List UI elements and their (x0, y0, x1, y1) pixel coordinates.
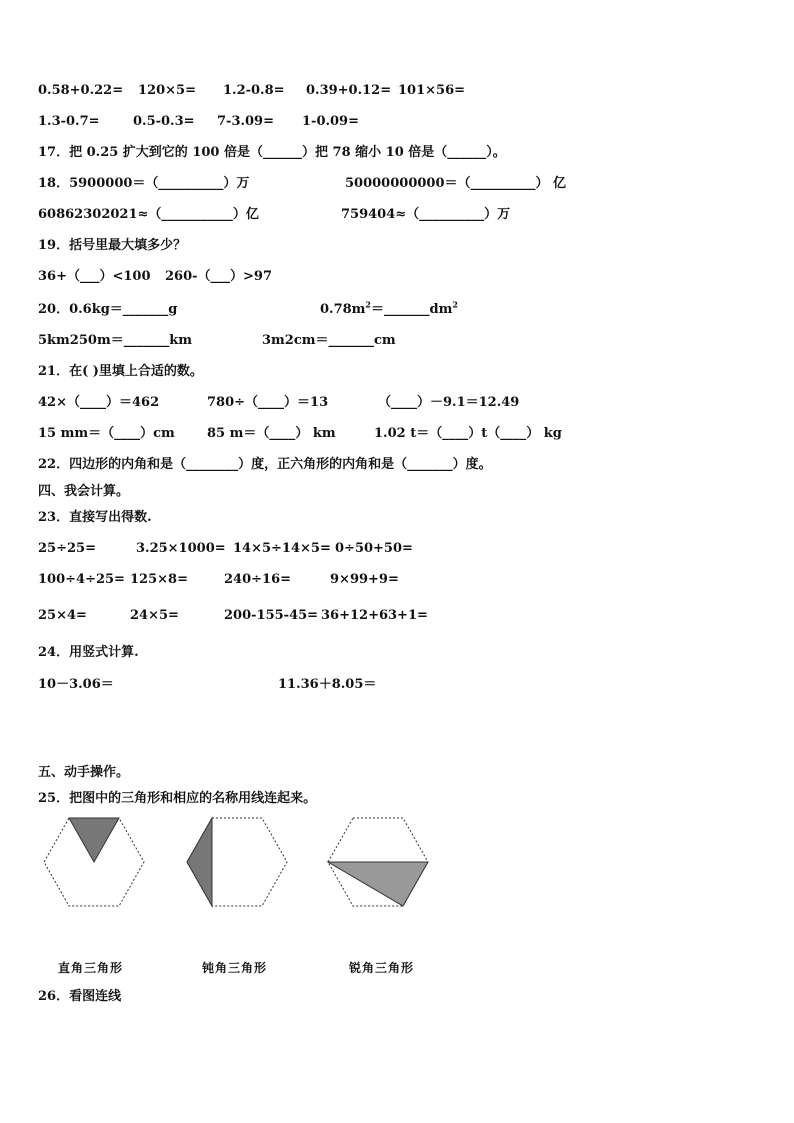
shaded-triangle-2 (187, 818, 212, 906)
section-4-title: 四、我会计算。 (38, 484, 130, 499)
question-19a: 36+（___）<100 (38, 269, 151, 284)
expr-a5: 101×56= (398, 83, 466, 98)
hexagon-figure-3 (326, 816, 430, 908)
section-5-title: 五、动手操作。 (38, 765, 130, 780)
calc-r3-3: 200-155-45= (224, 608, 319, 623)
question-18a: 18．5900000＝（__________）万 (38, 176, 250, 191)
calc-r3-2: 24×5= (130, 608, 179, 623)
expr-b3: 7-3.09= (217, 114, 274, 129)
q20b-sup2: 2 (452, 299, 458, 310)
question-23-title: 23．直接写出得数. (38, 510, 152, 525)
caption-acute-triangle: 锐角三角形 (349, 961, 415, 975)
question-20b (320, 299, 458, 318)
calc-r3-1: 25×4= (38, 608, 87, 623)
shaded-triangle-1 (69, 818, 119, 862)
question-20d: 3m2cm＝_______cm (262, 333, 396, 348)
caption-obtuse-triangle: 钝角三角形 (202, 961, 268, 975)
hexagon-figure-2 (185, 816, 289, 908)
calc-r3-4: 36+12+63+1= (321, 608, 428, 623)
question-20a: 20．0.6kg＝_______g (38, 302, 178, 317)
question-18b: 50000000000＝（__________） 亿 (345, 176, 567, 191)
question-17: 17．把 0.25 扩大到它的 100 倍是（______）把 78 缩小 10 倍是（______）。 (38, 145, 506, 160)
question-24b: 11.36＋8.05＝ (278, 677, 377, 692)
shaded-triangle-3 (328, 862, 428, 906)
expr-b2: 0.5-0.3= (133, 114, 195, 129)
calc-r2-4: 9×99+9= (330, 572, 399, 587)
expr-a4: 0.39+0.12= (306, 83, 392, 98)
question-24-title: 24．用竖式计算. (38, 645, 139, 660)
question-25-title: 25．把图中的三角形和相应的名称用线连起来。 (38, 791, 317, 806)
calc-r1-1: 25÷25= (38, 541, 96, 556)
expr-a1: 0.58+0.22= (38, 83, 124, 98)
question-18c: 60862302021≈（___________）亿 (38, 207, 259, 222)
question-21-title: 21．在( )里填上合适的数。 (38, 364, 203, 379)
question-22: 22．四边形的内角和是（________）度，正六角形的内角和是（_______）度。 (38, 457, 492, 472)
calc-r2-3: 240÷16= (224, 572, 292, 587)
expr-a2: 120×5= (138, 83, 196, 98)
q20b-main: 0.78m (320, 302, 366, 317)
expr-b1: 1.3-0.7= (38, 114, 100, 129)
question-19b: 260-（___）>97 (165, 269, 273, 284)
calc-r1-2: 3.25×1000= (136, 541, 226, 556)
question-24a: 10－3.06＝ (38, 677, 114, 692)
question-21c: （____）－9.1＝12.49 (378, 395, 520, 410)
calc-r1-4: 0÷50+50= (335, 541, 413, 556)
q20b-sup: 2 (365, 299, 371, 310)
question-21b: 780÷（____）＝13 (207, 395, 329, 410)
expr-b4: 1-0.09= (302, 114, 359, 129)
question-21f: 1.02 t＝（____）t（____） kg (374, 426, 562, 441)
calc-r1-3: 14×5÷14×5= (233, 541, 331, 556)
question-26: 26．看图连线 (38, 989, 122, 1004)
question-21e: 85 m＝（____） km (207, 426, 336, 441)
hexagon-figure-1 (42, 816, 146, 908)
caption-right-triangle: 直角三角形 (58, 961, 124, 975)
q20b-mid: ＝_______dm (371, 302, 453, 317)
expr-a3: 1.2-0.8= (223, 83, 285, 98)
question-21a: 42×（____）＝462 (38, 395, 160, 410)
question-18d: 759404≈（__________）万 (341, 207, 511, 222)
question-19-title: 19．括号里最大填多少？ (38, 238, 187, 253)
question-20c: 5km250m＝_______km (38, 333, 192, 348)
question-21d: 15 mm＝（____）cm (38, 426, 175, 441)
calc-r2-1: 100÷4÷25= (38, 572, 125, 587)
calc-r2-2: 125×8= (130, 572, 188, 587)
